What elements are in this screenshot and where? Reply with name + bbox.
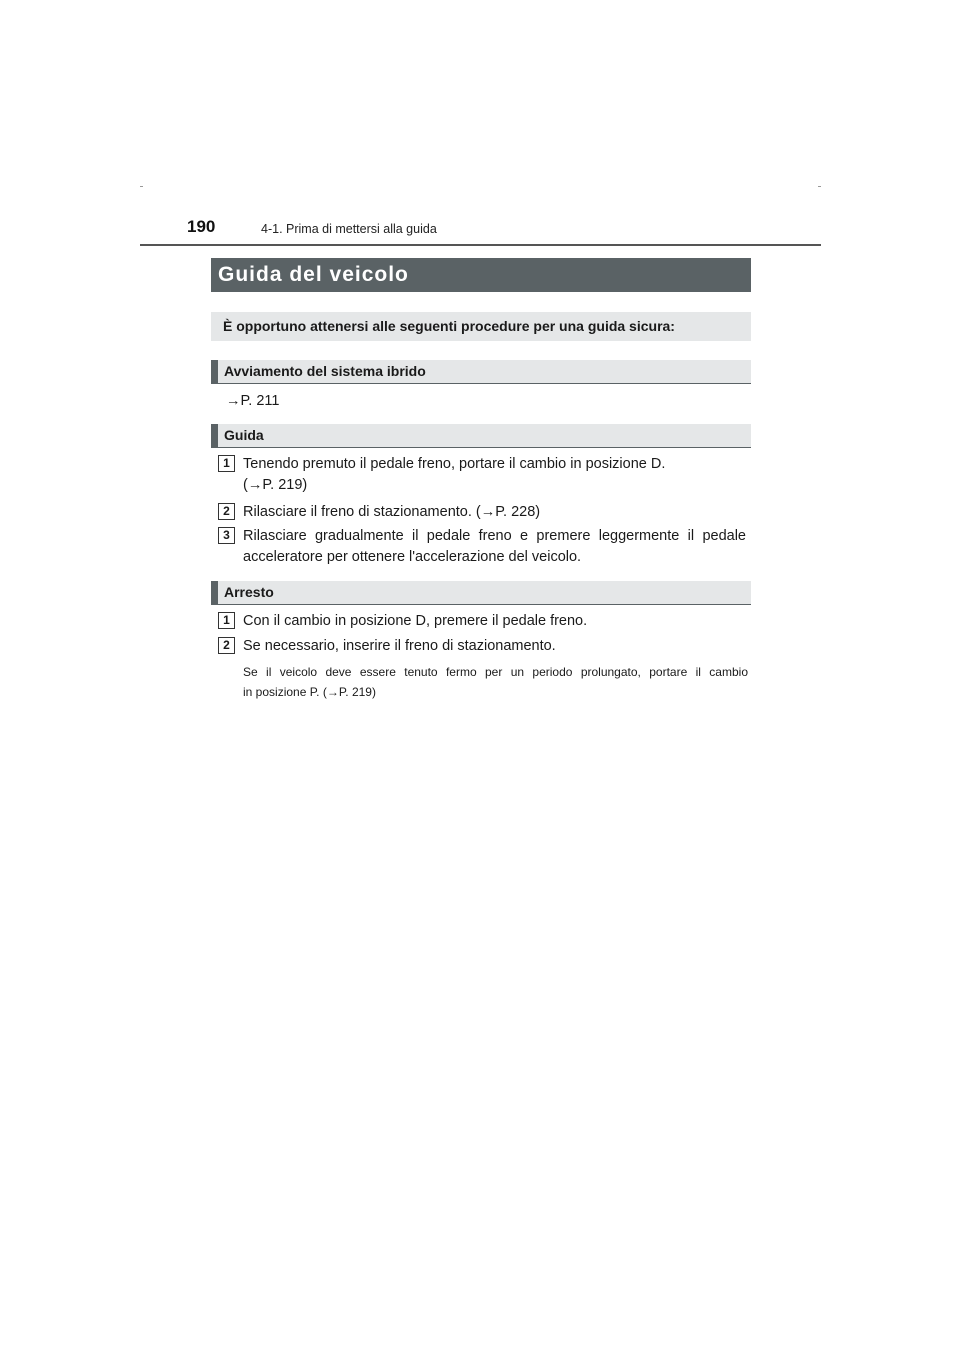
section-heading-start: Avviamento del sistema ibrido <box>211 360 751 384</box>
stop-note-line-1: Se il veicolo deve essere tenuto fermo per un periodo prolungato, portare il cambio <box>243 665 748 679</box>
crop-mark-left <box>140 186 143 187</box>
page-number: 190 <box>187 217 216 236</box>
header-rule <box>140 244 821 246</box>
stop-step-2-text: Se necessario, inserire il freno di stazionamento. <box>243 638 556 654</box>
stop-note <box>243 662 748 702</box>
start-reference: →P. 211 <box>226 393 280 409</box>
section-heading-stop: Arresto <box>211 581 751 605</box>
stop-step-1-text: Con il cambio in posizione D, premere il pedale freno. <box>243 613 588 629</box>
drive-step-1-line-2: (→P. 219) <box>243 477 308 493</box>
crop-mark-right <box>818 186 821 187</box>
drive-step-3-number: 3 <box>218 527 235 544</box>
drive-step-1-number: 1 <box>218 455 235 472</box>
drive-step-1-line-1: Tenendo premuto il pedale freno, portare il cambio in posizione D. <box>243 456 666 472</box>
drive-step-2-number: 2 <box>218 503 235 520</box>
drive-step-3-text <box>243 526 746 568</box>
drive-step-3-line-1: Rilasciare gradualmente il pedale freno e premere leggermente il pedale <box>243 528 746 544</box>
drive-step-3-line-2: acceleratore per ottenere l'accelerazione del veicolo. <box>243 549 582 565</box>
stop-note-line-2: in posizione P. (→P. 219) <box>243 685 376 699</box>
page-title: Guida del veicolo <box>211 258 751 292</box>
section-heading-drive: Guida <box>211 424 751 448</box>
drive-step-2-text: Rilasciare il freno di stazionamento. (→P. 228) <box>243 504 541 520</box>
stop-step-1-number: 1 <box>218 612 235 629</box>
drive-step-1-text <box>243 454 746 496</box>
stop-step-2-number: 2 <box>218 637 235 654</box>
chapter-title: 4-1. Prima di mettersi alla guida <box>261 222 437 236</box>
intro-box: È opportuno attenersi alle seguenti procedure per una guida sicura: <box>211 312 751 341</box>
